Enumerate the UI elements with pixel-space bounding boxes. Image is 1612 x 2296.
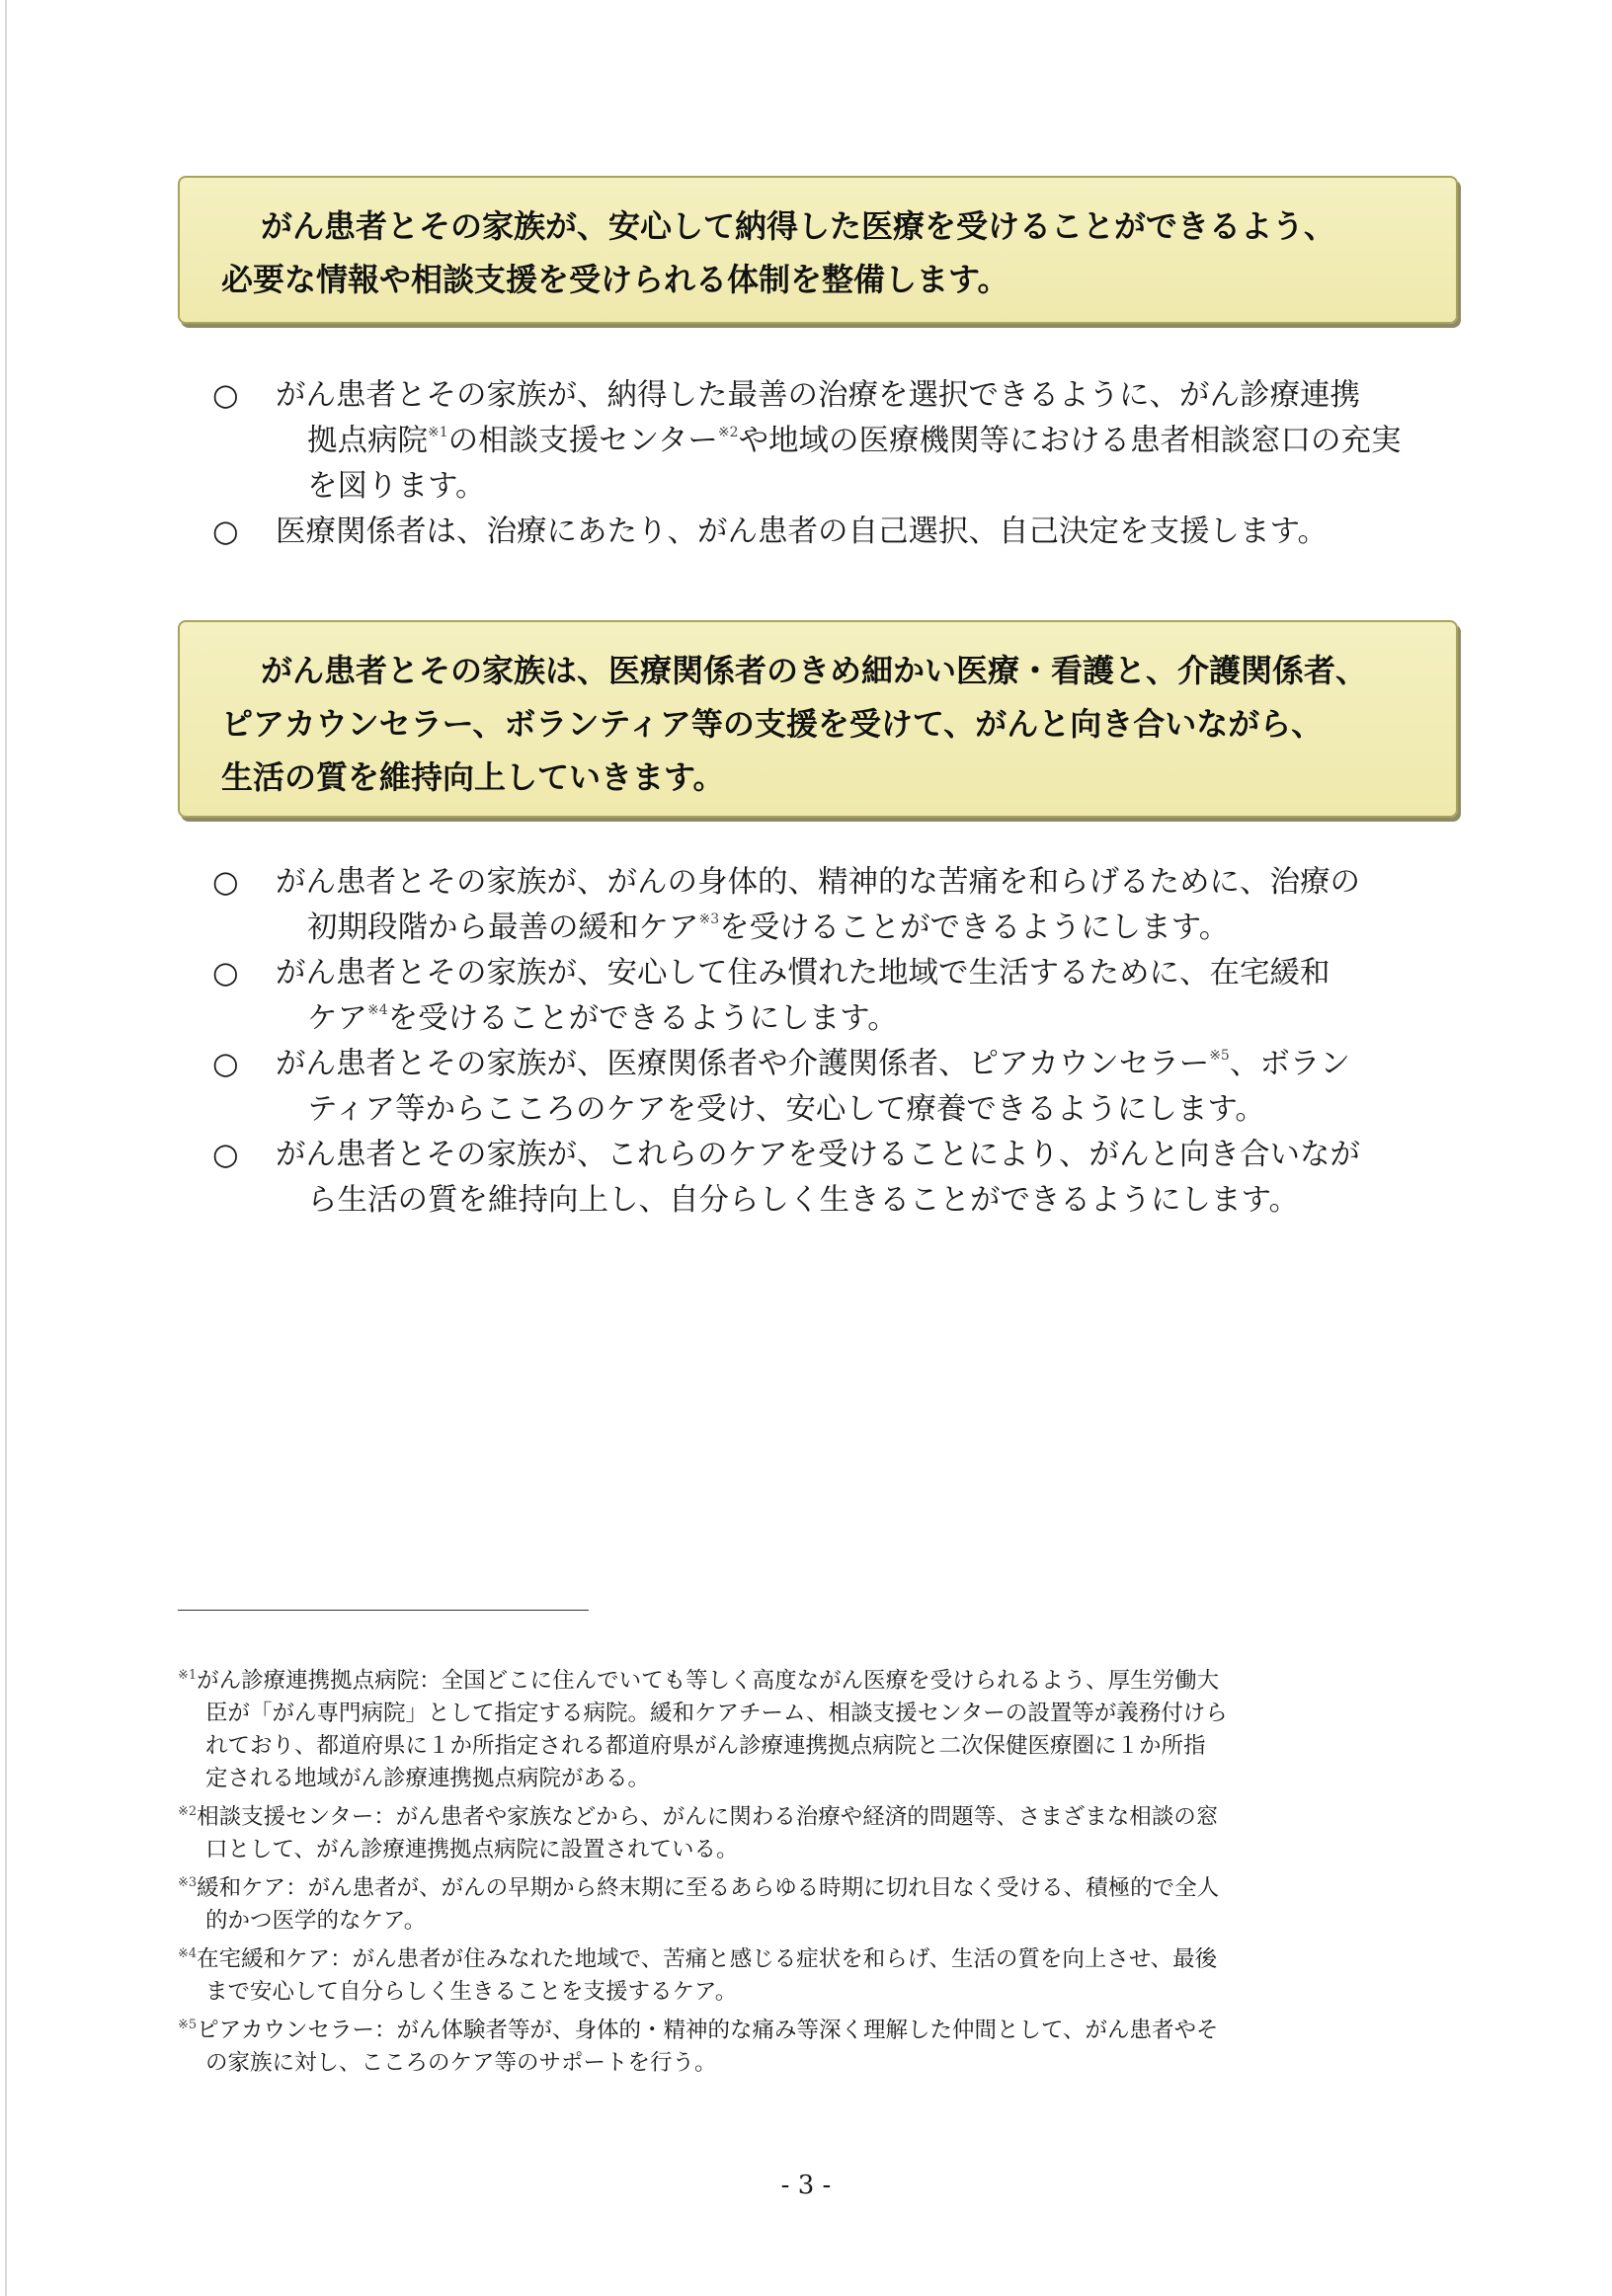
circle-bullet-icon: ○ bbox=[212, 1047, 239, 1081]
box-line: 必要な情報や相談支援を受けられる体制を整備します。 bbox=[221, 261, 1009, 298]
circle-bullet-icon: ○ bbox=[212, 1138, 239, 1172]
circle-bullet-icon: ○ bbox=[212, 956, 239, 990]
list-item-text: がん患者とその家族が、納得した最善の治療を選択できるように、がん診療連携 bbox=[276, 378, 1360, 413]
circle-bullet-icon: ○ bbox=[212, 378, 239, 413]
footnote-text: 的かつ医学的なケア。 bbox=[205, 1908, 427, 1934]
footnote-ref: ※5 bbox=[1209, 1048, 1230, 1064]
list-item-text: ら生活の質を維持向上し、自分らしく生きることができるようにします。 bbox=[307, 1183, 1300, 1218]
list-item bbox=[212, 373, 1467, 510]
footnote-mark: ※5 bbox=[178, 2018, 198, 2032]
bullet-list-support bbox=[212, 373, 1467, 555]
footnote-text: れており、都道府県に１か所指定される都道府県がん診療連携拠点病院と二次保健医療圏に１か所指 bbox=[205, 1733, 1206, 1759]
list-item-text: ケア$^{※4}$を受けることができるようにします。 bbox=[307, 1001, 898, 1036]
list-item-text: がん患者とその家族が、これらのケアを受けることにより、がんと向き合いなが bbox=[276, 1138, 1360, 1172]
footnote-mark: ※1 bbox=[178, 1668, 198, 1683]
footnote-1 bbox=[178, 1659, 1462, 1795]
circle-bullet-icon: ○ bbox=[212, 515, 239, 549]
box-line: がん患者とその家族は、医療関係者のきめ細かい医療・看護と、介護関係者、 bbox=[261, 652, 1368, 689]
footnote-ref: ※1 bbox=[428, 425, 448, 440]
highlight-box-support-system bbox=[178, 176, 1458, 324]
footnote-text: まで安心して自分らしく生きることを支援するケア。 bbox=[205, 1979, 738, 2005]
list-item-text: 初期段階から最善の緩和ケア$^{※3}$を受けることができるようにします。 bbox=[307, 910, 1230, 945]
footnotes bbox=[178, 1659, 1462, 2080]
footnote-ref: ※3 bbox=[698, 911, 720, 927]
footnote-text: がん診療連携拠点病院：全国どこに住んでいても等しく高度ながん医療を受けられるよう、厚生労働大 bbox=[197, 1668, 1220, 1694]
list-item-text: がん患者とその家族が、医療関係者や介護関係者、ピアカウンセラー$^{※5}$、ボラン bbox=[276, 1047, 1350, 1081]
footnote-text: 口として、がん診療連携拠点病院に設置されている。 bbox=[205, 1837, 739, 1862]
list-item-text: がん患者とその家族が、安心して住み慣れた地域で生活するために、在宅緩和 bbox=[276, 956, 1330, 990]
footnote-text: 相談支援センター：がん患者や家族などから、がんに関わる治療や経済的問題等、さまざまな相談の窓 bbox=[197, 1804, 1219, 1830]
list-item bbox=[212, 860, 1467, 951]
list-item-text: 拠点病院$^{※1}$の相談支援センター$^{※2}$や地域の医療機関等における患者相談窓口の充実 bbox=[307, 424, 1402, 458]
footnote-text: 在宅緩和ケア：がん患者が住みなれた地域で、苦痛と感じる症状を和らげ、生活の質を向上させ、最後 bbox=[197, 1946, 1218, 1972]
list-item bbox=[212, 1042, 1467, 1133]
footnote-text: 臣が「がん専門病院」として指定する病院。緩和ケアチーム、相談支援センターの設置等が義務付けら bbox=[205, 1701, 1228, 1726]
list-item-text: を図ります。 bbox=[307, 469, 486, 504]
footnote-mark: ※4 bbox=[178, 1946, 198, 1961]
circle-bullet-icon: ○ bbox=[212, 865, 239, 900]
bullet-list-care bbox=[212, 860, 1467, 1224]
footnote-ref: ※4 bbox=[367, 1002, 388, 1018]
footnote-divider bbox=[178, 1610, 589, 1611]
footnote-4 bbox=[178, 1938, 1462, 2009]
box-line: 生活の質を維持向上していきます。 bbox=[221, 758, 725, 796]
box-line: がん患者とその家族が、安心して納得した医療を受けることができるよう、 bbox=[261, 207, 1336, 245]
page-number: - 3 - bbox=[780, 2171, 832, 2200]
footnote-ref: ※2 bbox=[717, 425, 739, 440]
list-item bbox=[212, 510, 1467, 555]
footnote-mark: ※3 bbox=[178, 1875, 198, 1890]
list-item-text: がん患者とその家族が、がんの身体的、精神的な苦痛を和らげるために、治療の bbox=[276, 865, 1360, 900]
footnote-text: 緩和ケア：がん患者が、がんの早期から終末期に至るあらゆる時期に切れ目なく受ける、積極的で全人 bbox=[197, 1875, 1220, 1901]
list-item bbox=[212, 951, 1467, 1042]
highlight-box-quality-of-life bbox=[178, 620, 1458, 818]
footnote-text: ピアカウンセラー：がん体験者等が、身体的・精神的な痛み等深く理解した仲間として、がん患者やそ bbox=[197, 2018, 1219, 2043]
list-item bbox=[212, 1133, 1467, 1224]
footnote-2 bbox=[178, 1795, 1462, 1866]
footnote-3 bbox=[178, 1866, 1462, 1938]
footnote-mark: ※2 bbox=[178, 1804, 198, 1819]
list-item-text: ティア等からこころのケアを受け、安心して療養できるようにします。 bbox=[307, 1092, 1265, 1127]
footnote-5 bbox=[178, 2009, 1462, 2080]
page-edge-shadow bbox=[5, 0, 7, 2296]
list-item-text: 医療関係者は、治療にあたり、がん患者の自己選択、自己決定を支援します。 bbox=[276, 515, 1329, 549]
footnote-text: 定される地域がん診療連携拠点病院がある。 bbox=[205, 1766, 651, 1791]
box-line: ピアカウンセラー、ボランティア等の支援を受けて、がんと向き合いながら、 bbox=[221, 705, 1324, 743]
footnote-text: の家族に対し、こころのケア等のサポートを行う。 bbox=[205, 2050, 717, 2076]
